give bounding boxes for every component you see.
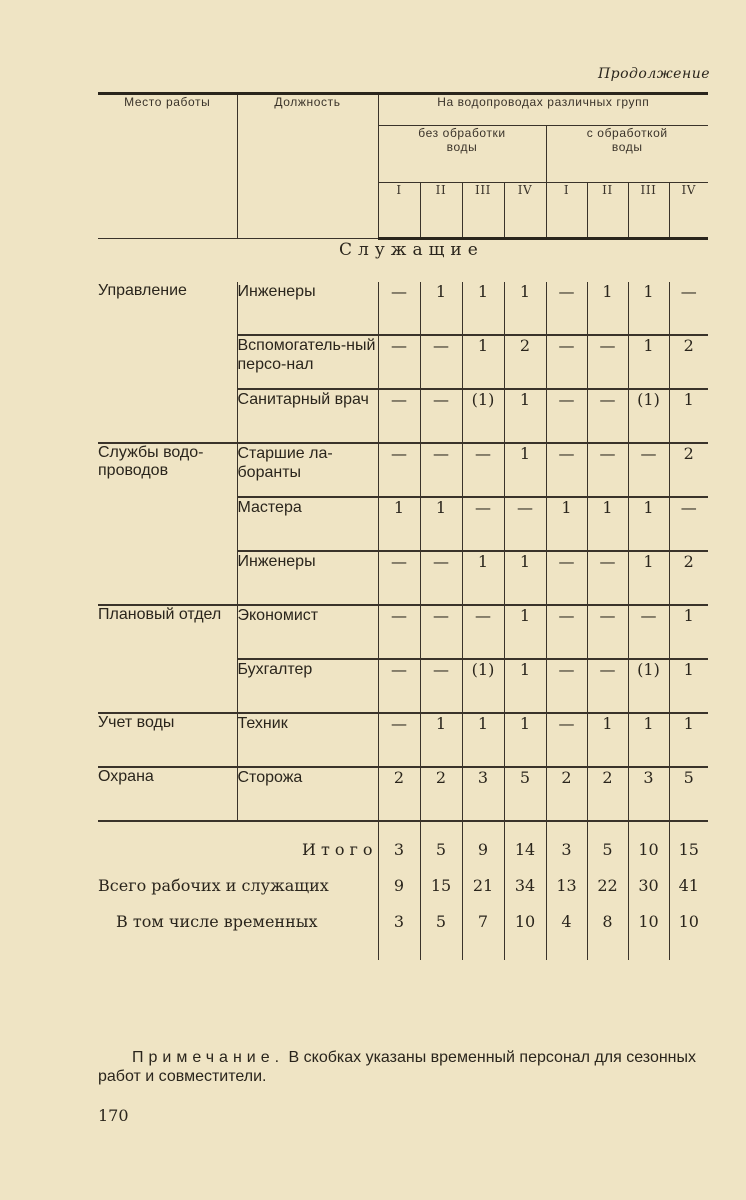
header-place: Место работы xyxy=(98,94,237,239)
value-cell: — xyxy=(587,443,628,497)
value-cell: 1 xyxy=(504,713,546,767)
value-cell: — xyxy=(378,443,420,497)
position-cell: Мастера xyxy=(237,497,378,551)
header-roman-6: III xyxy=(628,183,669,239)
total-value: 7 xyxy=(462,912,504,960)
value-cell: 1 xyxy=(628,335,669,389)
total-label: В том числе временных xyxy=(116,912,318,931)
position-cell: Инженеры xyxy=(237,282,378,335)
value-cell: — xyxy=(628,605,669,659)
value-cell: 5 xyxy=(669,767,708,821)
value-cell: — xyxy=(628,443,669,497)
header-group-title: На водопроводах различных групп xyxy=(378,94,708,126)
total-value: 9 xyxy=(378,876,420,912)
position-cell: Техник xyxy=(237,713,378,767)
value-cell: 1 xyxy=(669,659,708,713)
position-cell: Вспомогатель-ный персо-нал xyxy=(237,335,378,389)
total-value: 30 xyxy=(628,876,669,912)
value-cell: 1 xyxy=(669,605,708,659)
table-row xyxy=(98,282,708,335)
value-cell: — xyxy=(420,443,462,497)
value-cell: 1 xyxy=(587,713,628,767)
total-value: 8 xyxy=(587,912,628,960)
value-cell: 2 xyxy=(378,767,420,821)
total-value: 3 xyxy=(378,821,420,876)
table-row xyxy=(98,767,708,821)
value-cell: — xyxy=(420,659,462,713)
value-cell: — xyxy=(546,605,587,659)
value-cell: 1 xyxy=(504,605,546,659)
value-cell: 1 xyxy=(628,713,669,767)
header-roman-4: I xyxy=(546,183,587,239)
page-number: 170 xyxy=(98,1106,129,1125)
total-value: 10 xyxy=(628,821,669,876)
header-roman-3: IV xyxy=(504,183,546,239)
value-cell: 2 xyxy=(669,443,708,497)
table-row xyxy=(98,605,708,659)
value-cell: 1 xyxy=(628,497,669,551)
value-cell: 1 xyxy=(669,389,708,443)
header-roman-5: II xyxy=(587,183,628,239)
value-cell: (1) xyxy=(462,389,504,443)
value-cell: — xyxy=(669,497,708,551)
value-cell: 1 xyxy=(546,497,587,551)
total-value: 5 xyxy=(420,912,462,960)
value-cell: 1 xyxy=(504,659,546,713)
value-cell: — xyxy=(378,605,420,659)
value-cell: — xyxy=(587,551,628,605)
total-value: 4 xyxy=(546,912,587,960)
total-value: 5 xyxy=(587,821,628,876)
value-cell: — xyxy=(587,389,628,443)
header-roman-7: IV xyxy=(669,183,708,239)
value-cell: — xyxy=(378,659,420,713)
position-cell: Бухгалтер xyxy=(237,659,378,713)
value-cell: 1 xyxy=(378,497,420,551)
value-cell: (1) xyxy=(628,659,669,713)
value-cell: 2 xyxy=(546,767,587,821)
value-cell: — xyxy=(420,335,462,389)
value-cell: 1 xyxy=(462,282,504,335)
value-cell: — xyxy=(378,335,420,389)
value-cell: — xyxy=(546,389,587,443)
value-cell: 3 xyxy=(462,767,504,821)
continued-label: Продолжение xyxy=(597,66,710,82)
value-cell: — xyxy=(420,551,462,605)
value-cell: 5 xyxy=(504,767,546,821)
total-value: 13 xyxy=(546,876,587,912)
value-cell: 1 xyxy=(462,551,504,605)
value-cell: 1 xyxy=(462,335,504,389)
total-value: 15 xyxy=(420,876,462,912)
place-cell: Управление xyxy=(98,282,187,299)
total-row xyxy=(98,912,708,960)
value-cell: 2 xyxy=(504,335,546,389)
table-row xyxy=(98,713,708,767)
value-cell: — xyxy=(546,335,587,389)
total-value: 22 xyxy=(587,876,628,912)
table-row xyxy=(98,443,708,497)
total-row xyxy=(98,876,708,912)
value-cell: 3 xyxy=(628,767,669,821)
header-position: Должность xyxy=(237,94,378,239)
footnote-text: В скобках указаны временный персонал для сезонных работ и совместители. xyxy=(98,1049,697,1085)
value-cell: — xyxy=(462,497,504,551)
value-cell: 1 xyxy=(504,389,546,443)
value-cell: 1 xyxy=(628,282,669,335)
value-cell: 1 xyxy=(504,443,546,497)
value-cell: — xyxy=(420,389,462,443)
total-value: 41 xyxy=(669,876,708,912)
value-cell: 1 xyxy=(504,551,546,605)
value-cell: — xyxy=(378,282,420,335)
value-cell: (1) xyxy=(628,389,669,443)
total-value: 3 xyxy=(378,912,420,960)
total-value: 5 xyxy=(420,821,462,876)
place-cell: Плановый отдел xyxy=(98,605,237,713)
value-cell: — xyxy=(587,659,628,713)
position-cell: Инженеры xyxy=(237,551,378,605)
value-cell: 2 xyxy=(420,767,462,821)
staff-table xyxy=(98,92,708,960)
total-value: 10 xyxy=(669,912,708,960)
value-cell: — xyxy=(587,605,628,659)
total-value: 34 xyxy=(504,876,546,912)
value-cell: — xyxy=(587,335,628,389)
total-value: 10 xyxy=(504,912,546,960)
position-cell: Сторожа xyxy=(237,767,378,821)
value-cell: 1 xyxy=(628,551,669,605)
place-cell: Охрана xyxy=(98,767,237,821)
value-cell: 1 xyxy=(669,713,708,767)
value-cell: — xyxy=(378,551,420,605)
total-row xyxy=(98,821,708,876)
total-value: 9 xyxy=(462,821,504,876)
position-cell: Экономист xyxy=(237,605,378,659)
header-roman-2: III xyxy=(462,183,504,239)
value-cell: — xyxy=(462,443,504,497)
value-cell: 2 xyxy=(669,335,708,389)
section-title: Служащие xyxy=(339,240,484,260)
value-cell: 1 xyxy=(420,713,462,767)
value-cell: — xyxy=(669,282,708,335)
value-cell: 1 xyxy=(420,497,462,551)
value-cell: — xyxy=(546,713,587,767)
total-value: 10 xyxy=(628,912,669,960)
total-value: 3 xyxy=(546,821,587,876)
total-value: 15 xyxy=(669,821,708,876)
value-cell: — xyxy=(378,713,420,767)
value-cell: 2 xyxy=(587,767,628,821)
header-roman-1: II xyxy=(420,183,462,239)
position-cell: Старшие ла-боранты xyxy=(237,443,378,497)
value-cell: — xyxy=(462,605,504,659)
value-cell: (1) xyxy=(462,659,504,713)
value-cell: — xyxy=(378,389,420,443)
header-no-treatment: без обработки воды xyxy=(378,126,546,183)
value-cell: — xyxy=(504,497,546,551)
value-cell: — xyxy=(546,659,587,713)
value-cell: 1 xyxy=(462,713,504,767)
value-cell: 1 xyxy=(504,282,546,335)
place-cell: Учет воды xyxy=(98,713,237,767)
footnote xyxy=(98,1048,710,1086)
value-cell: — xyxy=(546,551,587,605)
footnote-label: Примечание. xyxy=(132,1049,285,1066)
total-label: Итого xyxy=(98,821,378,876)
place-cell: Службы водо-проводов xyxy=(98,443,237,605)
value-cell: 1 xyxy=(587,282,628,335)
header-with-treatment: с обработкой воды xyxy=(546,126,708,183)
value-cell: — xyxy=(420,605,462,659)
value-cell: 1 xyxy=(420,282,462,335)
position-cell: Санитарный врач xyxy=(237,389,378,443)
value-cell: — xyxy=(546,282,587,335)
value-cell: — xyxy=(546,443,587,497)
total-value: 21 xyxy=(462,876,504,912)
header-roman-0: I xyxy=(378,183,420,239)
value-cell: 2 xyxy=(669,551,708,605)
value-cell: 1 xyxy=(587,497,628,551)
total-value: 14 xyxy=(504,821,546,876)
total-label: Всего рабочих и служащих xyxy=(98,876,329,895)
